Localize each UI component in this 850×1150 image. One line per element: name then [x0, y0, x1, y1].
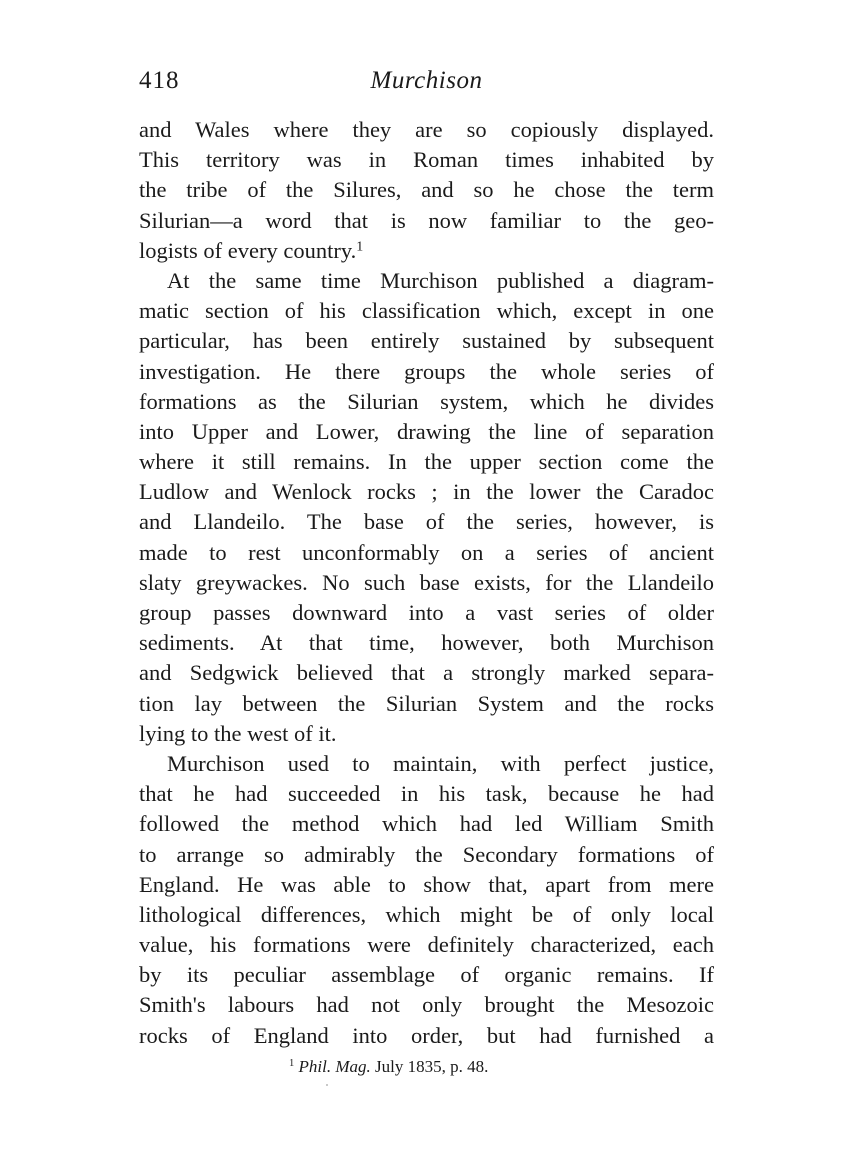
text-line: England. He was able to show that, apart from mere: [139, 871, 714, 897]
text-line: into Upper and Lower, drawing the line of separation: [139, 418, 714, 444]
text-line: the tribe of the Silures, and so he chose the term: [139, 177, 714, 203]
text-line: and Sedgwick believed that a strongly marked separa-: [139, 660, 714, 686]
text-line: formations as the Silurian system, which he divides: [139, 388, 714, 414]
text-line: particular, has been entirely sustained by subsequent: [139, 328, 714, 354]
text-line: slaty greywackes. No such base exists, for the Llandeilo: [139, 569, 714, 595]
text-line: group passes downward into a vast series of older: [139, 600, 714, 625]
body-text: [139, 115, 714, 1051]
text-line: to arrange so admirably the Secondary formations of: [139, 841, 714, 867]
footnote-marker: 1: [289, 1058, 295, 1070]
text-line: lithological differences, which might be of only local: [139, 901, 714, 927]
text-line: Silurian—a word that is now familiar to the geo-: [139, 207, 714, 233]
text-line: investigation. He there groups the whole series of: [139, 358, 714, 384]
text-line: by its peculiar assemblage of organic remains. If: [139, 962, 714, 988]
footnote-reference: 1: [356, 239, 364, 255]
footnote: [289, 1056, 488, 1078]
page-number: 418: [139, 67, 180, 94]
text-line: where it still remains. In the upper section come the: [139, 449, 714, 475]
text-line: value, his formations were definitely characterized, each: [139, 932, 714, 958]
text-line: made to rest unconformably on a series of ancient: [139, 539, 714, 565]
text-line: and Llandeilo. The base of the series, however, is: [139, 509, 714, 535]
footnote-source: Phil. Mag.: [298, 1057, 371, 1076]
paragraph-first-line: Murchison used to maintain, with perfect justice,: [167, 750, 714, 776]
running-head: [139, 64, 714, 98]
running-title: Murchison: [370, 67, 483, 94]
text-line: that he had succeeded in his task, because he had: [139, 781, 714, 807]
text-line: tion lay between the Silurian System and the rocks: [139, 690, 714, 716]
text-line: lying to the west of it.: [139, 720, 337, 746]
text-line: matic section of his classification which, except in one: [139, 298, 714, 324]
print-speck: [326, 1084, 328, 1086]
text-line: rocks of England into order, but had furnished a: [139, 1022, 714, 1048]
text-line: sediments. At that time, however, both Murchison: [139, 630, 714, 656]
text-line: This territory was in Roman times inhabited by: [139, 147, 714, 173]
text-line: followed the method which had led William Smith: [139, 811, 714, 837]
footnote-details: July 1835, p. 48.: [375, 1057, 489, 1076]
text-line: [139, 236, 714, 266]
text-line: Smith's labours had not only brought the Mesozoic: [139, 992, 714, 1018]
paragraph-first-line: At the same time Murchison published a diagram-: [167, 267, 714, 293]
text-line: Ludlow and Wenlock rocks ; in the lower the Caradoc: [139, 479, 714, 505]
text-line-content: logists of every country.: [139, 237, 357, 263]
text-line: and Wales where they are so copiously displayed.: [139, 117, 714, 142]
